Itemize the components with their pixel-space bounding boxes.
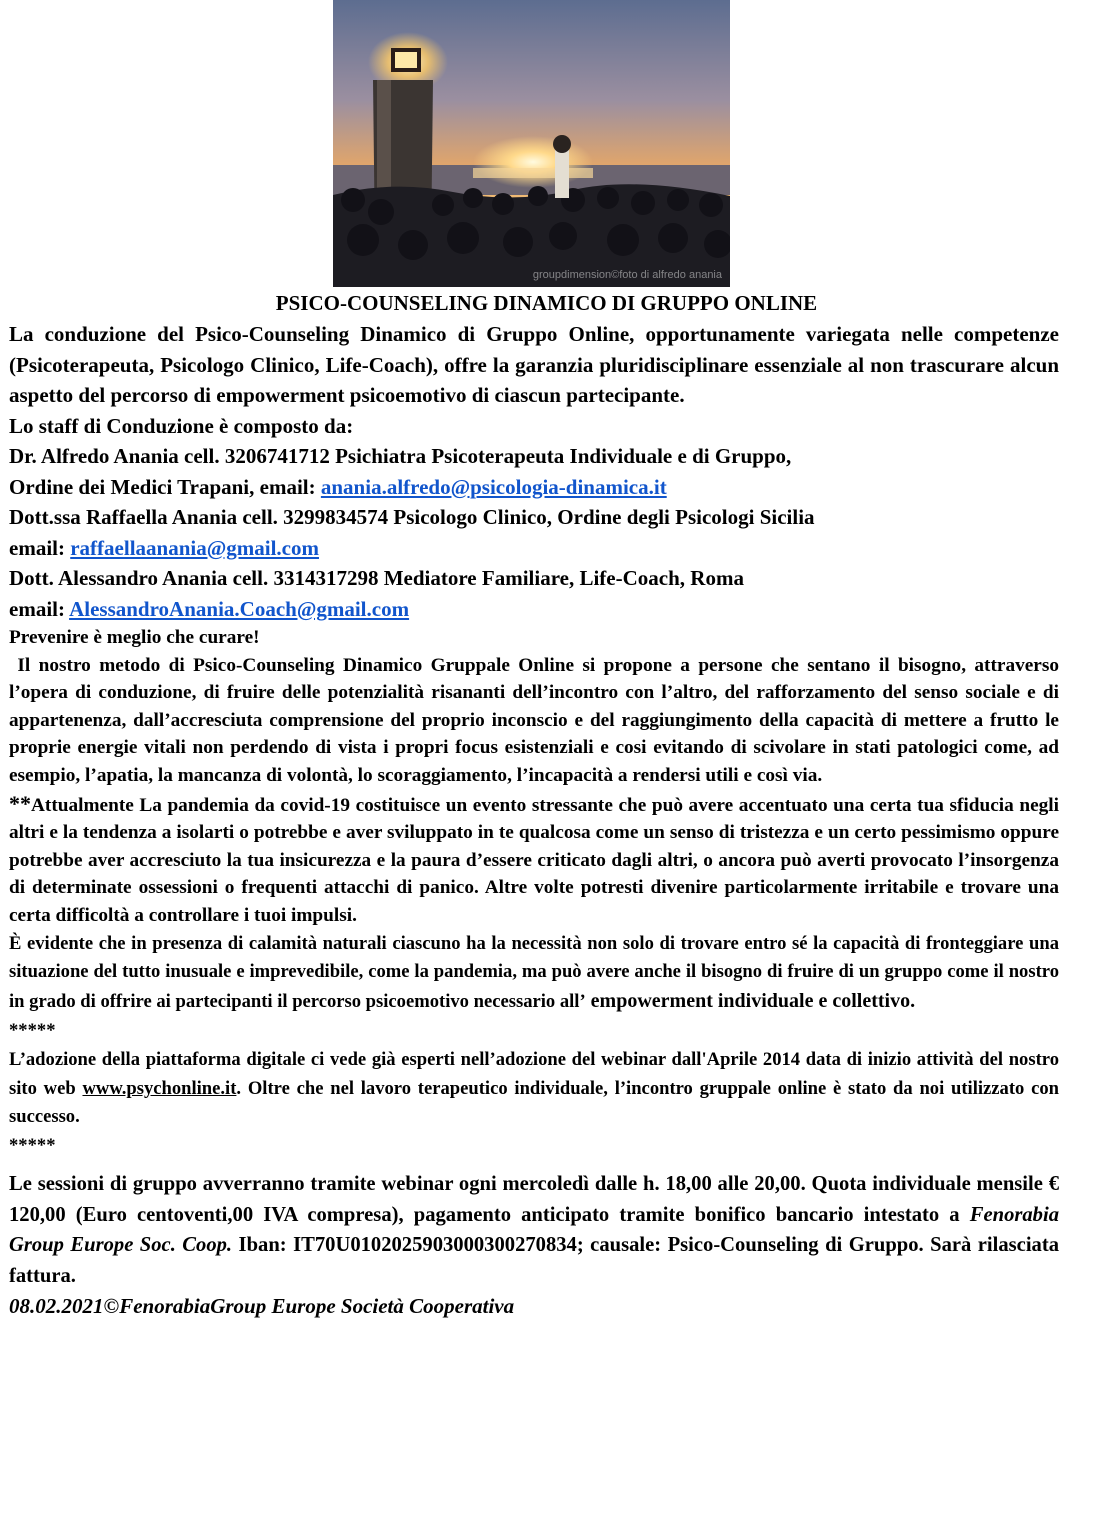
photo-watermark: groupdimension©foto di alfredo anania [532,269,722,281]
platform-paragraph [9,1046,1059,1132]
document-title: PSICO-COUNSELING DINAMICO DI GRUPPO ONLINE [275,291,818,315]
staff-member-3 [9,563,1059,624]
separator: ***** [9,1019,56,1041]
evident-text: È evidente che in presenza di calamità naturali ciascuno ha la necessità non solo di trovare entro sé la capacità di fronteggiare una situazione del tutto inusuale e imprevedibile, come la pandemia, ma può avere anche il bisogno di fruire di un gruppo come il nostro in grado di offrire ai partecipanti il percorso psicoemotivo necessario all’ [9,932,1059,1013]
document-body [9,287,1064,1321]
header-photo-sunset-gathering [333,0,730,287]
separator: ***** [9,1135,56,1157]
staff-line: Dr. Alfredo Anania cell. 3206741712 Psichiatra Psicoterapeuta Individuale e di Gruppo, [9,444,792,468]
staff-member-1 [9,441,1059,502]
pandemic-paragraph [9,790,1059,930]
email-link[interactable]: anania.alfredo@psicologia-dinamica.it [320,474,667,499]
staff-email-label: email: [9,535,71,560]
email-link[interactable]: raffaellaanania@gmail.com [70,535,319,560]
staff-heading: Lo staff di Conduzione è composto da: [9,413,354,438]
staff-line [9,594,1059,625]
method-paragraph: Il nostro metodo di Psico-Counseling Dinamico Gruppale Online si propone a persone che sentano il bisogno, attraverso l’opera di conduzione, di fruire delle potenzialità risananti dell’incontro con l’altro, del rafforzamento del senso sociale e di appartenenza, dall’accresciuta comprensione del proprio inconscio e del raggiungimento della capacità di mettere a frutto le proprie energie vitali non perdendo di vista i propri focus esistenziali e cosi evitando di scivolare in stati patologici come, ad esempio, l’apatia, la mancanza di volontà, lo scoraggiamento, l’incapacità a rendersi utili e così via. [9,654,1064,786]
intro-paragraph: La conduzione del Psico-Counseling Dinamico di Gruppo Online, opportunamente variegata nelle competenze (Psicoterapeuta, Psicologo Clinico, Life-Coach), offre la garanzia pluridisciplinare essenziale al non trascurare alcun aspetto del percorso di empowerment psicoemotivo di ciascun partecipante. [9,322,1059,407]
evident-paragraph [9,930,1059,1017]
sessions-paragraph [9,1169,1059,1291]
asterisks: ** [9,790,31,816]
staff-line [9,533,1059,564]
signature: 08.02.2021©FenorabiaGroup Europe Società Cooperativa [9,1294,515,1319]
staff-line: Dott.ssa Raffaella Anania cell. 3299834574 Psicologo Clinico, Ordine degli Psicologi Sicilia [9,505,815,529]
staff-email-label: Ordine dei Medici Trapani, email: [9,474,321,499]
website-link[interactable]: www.psychonline.it [82,1077,237,1099]
staff-line: Dott. Alessandro Anania cell. 3314317298 Mediatore Familiare, Life-Coach, Roma [9,566,744,590]
platform-text: L’adozione della piattaforma digitale ci vede già esperti nell’adozione del webinar dall'Aprile 2014 data di inizio attività del nostro sito web [9,1048,1059,1099]
staff-list [9,441,1059,624]
staff-member-2 [9,502,1059,563]
sessions-text: Le sessioni di gruppo avverranno tramite webinar ogni mercoledì dalle h. 18,00 alle 20,00. Quota individuale mensile € 120,00 (Euro centoventi,00 IVA compresa), pagamento anticipato tramite bonifico bancario intestato a [9,1172,1059,1226]
staff-line [9,472,1059,503]
sunset-photo-illustration [333,0,730,287]
email-link[interactable]: AlessandroAnania.Coach@gmail.com [69,596,410,621]
motto: Prevenire è meglio che curare! [9,627,260,648]
evident-tail: empowerment individuale e collettivo. [585,990,916,1013]
pandemic-text: Attualmente La pandemia da covid-19 costituisce un evento stressante che può avere accentuato una certa tua sfiducia negli altri e la tendenza a isolarti o potrebbe e aver sviluppato in te qualcosa come un senso di tristezza e un certo pessimismo oppure potrebbe aver accresciuto la tua insicurezza e la paura d’essere criticato dagli altri, o ancora può averti provocato l’insorgenza di determinate ossessioni o frequenti attacchi di panico. Altre volte potresti divenire particolarmente irritabile e trovare una certa difficoltà a controllare i tuoi impulsi. [9,794,1059,926]
platform-text-end: . Oltre che nel lavoro terapeutico individuale, l’incontro gruppale online è stato da noi utilizzato con successo. [9,1077,1060,1128]
company-name: Fenorabia Group Europe Soc. Coop. [9,1203,1059,1257]
staff-email-label: email: [9,596,70,621]
sessions-text-end: Iban: IT70U0102025903000300270834; causale: Psico-Counseling di Gruppo. Sarà rilasciata fattura. [9,1234,1059,1287]
